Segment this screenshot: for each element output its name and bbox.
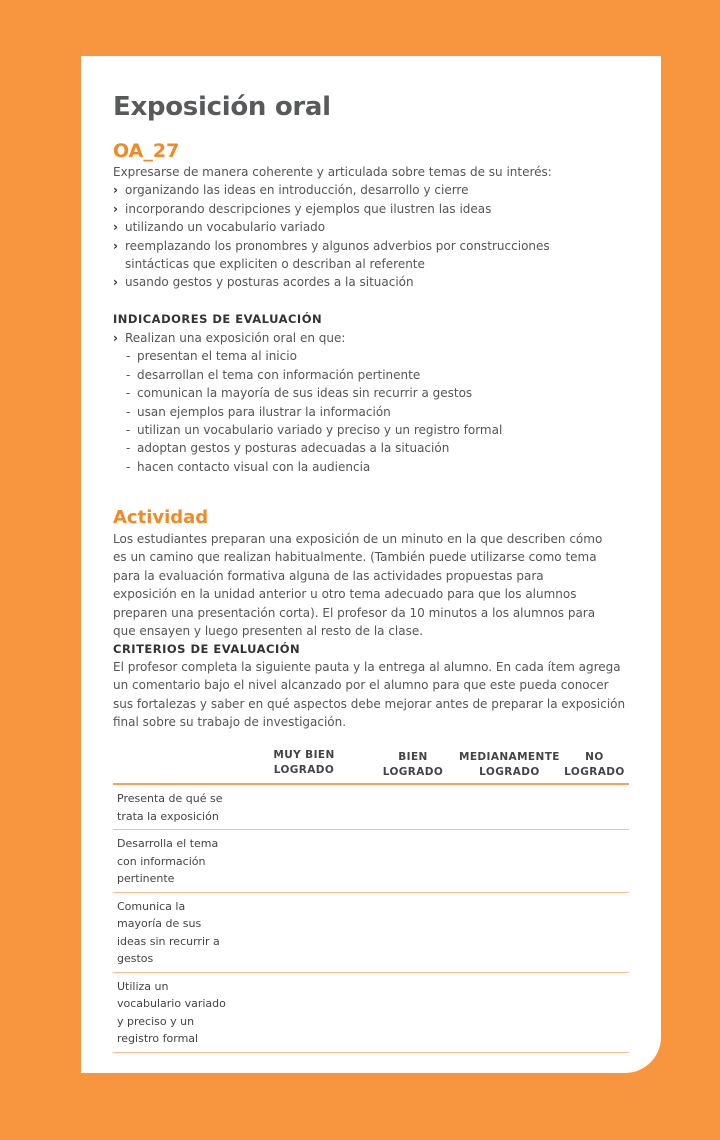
criterion-cell: Desarrolla el tema con información pertinente — [113, 830, 241, 893]
rating-cell[interactable] — [367, 784, 459, 830]
table-header — [113, 748, 629, 784]
oa-item: › reemplazando los pronombres y algunos adverbios por construcciones sintácticas que expliciten o describan al referente — [113, 237, 633, 274]
table-row — [113, 892, 629, 972]
indicadores-list — [113, 329, 633, 476]
indicadores-heading: INDICADORES DE EVALUACIÓN — [113, 312, 323, 326]
rating-cell[interactable] — [367, 830, 459, 893]
page-card — [81, 56, 661, 1073]
rating-cell[interactable] — [241, 784, 367, 830]
column-header: BIEN LOGRADO — [367, 748, 459, 784]
rating-cell[interactable] — [241, 892, 367, 972]
rating-cell[interactable] — [560, 784, 629, 830]
indicator-item: - hacen contacto visual con la audiencia — [113, 458, 633, 476]
oa-intro: Expresarse de manera coherente y articulada sobre temas de su interés: — [113, 165, 552, 179]
column-header: MUY BIEN LOGRADO — [241, 748, 367, 784]
table-row — [113, 784, 629, 830]
rating-cell[interactable] — [459, 784, 560, 830]
column-header: NO LOGRADO — [560, 748, 629, 784]
indicator-item: - usan ejemplos para ilustrar la información — [113, 403, 633, 421]
column-header — [113, 748, 241, 784]
rating-cell[interactable] — [560, 972, 629, 1052]
indicator-item: - presentan el tema al inicio — [113, 347, 633, 365]
oa-code: OA_27 — [113, 140, 180, 162]
indicadores-lead: › Realizan una exposición oral en que: — [113, 329, 633, 347]
indicator-item: - comunican la mayoría de sus ideas sin recurrir a gestos — [113, 384, 633, 402]
criterion-cell: Presenta de qué se trata la exposición — [113, 784, 241, 830]
rating-cell[interactable] — [367, 972, 459, 1052]
column-header: MEDIANAMENTE LOGRADO — [459, 748, 560, 784]
oa-item: › usando gestos y posturas acordes a la situación — [113, 273, 633, 291]
actividad-heading: Actividad — [113, 507, 209, 528]
rating-cell[interactable] — [241, 972, 367, 1052]
page-title: Exposición oral — [113, 92, 331, 122]
table-row — [113, 972, 629, 1052]
rating-cell[interactable] — [241, 830, 367, 893]
criterios-heading: CRITERIOS DE EVALUACIÓN — [113, 642, 301, 656]
oa-item: › organizando las ideas en introducción, desarrollo y cierre — [113, 181, 633, 199]
table-row — [113, 830, 629, 893]
rating-cell[interactable] — [459, 830, 560, 893]
oa-item: › incorporando descripciones y ejemplos que ilustren las ideas — [113, 200, 633, 218]
indicator-item: - adoptan gestos y posturas adecuadas a la situación — [113, 439, 633, 457]
rating-cell[interactable] — [367, 892, 459, 972]
rating-cell[interactable] — [459, 972, 560, 1052]
criterios-text: El profesor completa la siguiente pauta y la entrega al alumno. En cada ítem agrega un comentario bajo el nivel alcanzado por el alumno para que este pueda conocer sus fortalezas y saber en qué aspectos debe mejorar antes de preparar la exposición final sobre su trabajo de investigación. — [113, 660, 626, 730]
criterion-cell: Comunica la mayoría de sus ideas sin recurrir a gestos — [113, 892, 241, 972]
evaluation-table — [113, 748, 633, 1053]
criterion-cell: Utiliza un vocabulario variado y preciso y un registro formal — [113, 972, 241, 1052]
rating-cell[interactable] — [459, 892, 560, 972]
rating-cell[interactable] — [560, 830, 629, 893]
rating-cell[interactable] — [560, 892, 629, 972]
oa-section — [113, 163, 633, 292]
indicator-item: - utilizan un vocabulario variado y preciso y un registro formal — [113, 421, 633, 439]
actividad-text: Los estudiantes preparan una exposición de un minuto en la que describen cómo es un camino que realizan habitualmente. (También puede utilizarse como tema para la evaluación formativa alguna de las actividades propuestas para exposición en la unidad anterior u otro tema adecuado para que los alumnos preparen una presentación corta). El profesor da 10 minutos a los alumnos para que ensayen y luego presenten al resto de la clase. — [113, 532, 603, 639]
indicator-item: - desarrollan el tema con información pertinente — [113, 366, 633, 384]
oa-item: › utilizando un vocabulario variado — [113, 218, 633, 236]
